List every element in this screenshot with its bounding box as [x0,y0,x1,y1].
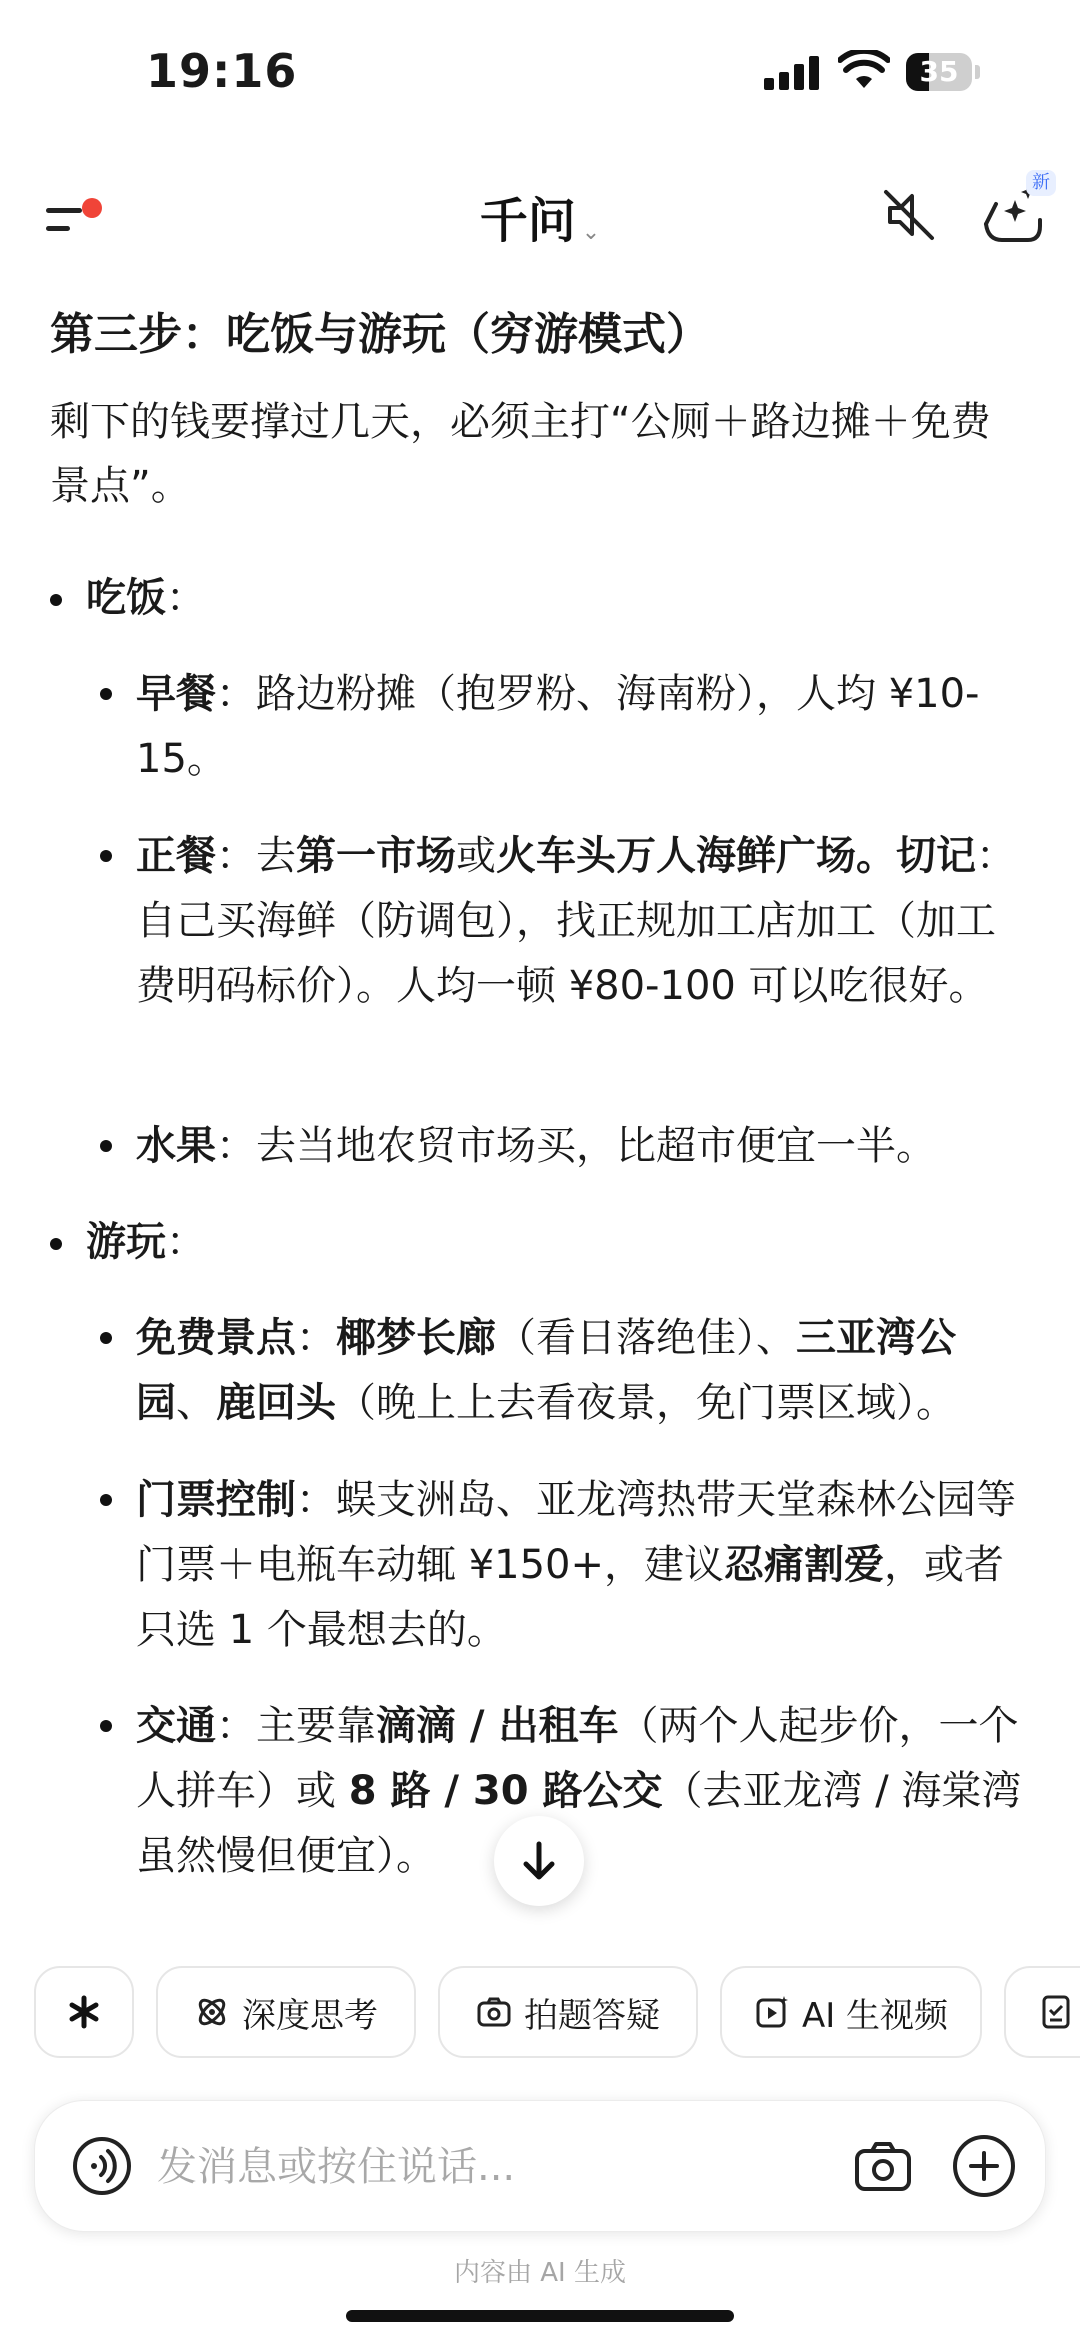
list-item-meal [100,824,1030,1019]
chip-deep-think[interactable] [156,1966,416,2058]
quick-actions-bar [0,1966,1080,2062]
meal-text: 或 [456,833,496,879]
atom-icon [194,1994,230,2030]
camera-icon [476,1994,512,2030]
chip-assistant[interactable] [34,1966,134,2058]
list-item-tickets [100,1468,1030,1663]
camera-icon[interactable] [851,2135,915,2199]
asterisk-icon [64,1992,104,2032]
bullet [100,1332,112,1344]
food-label: 吃饭 [86,575,166,621]
list-item-fruit [100,1114,1030,1179]
meal-text: ：去 [216,833,296,879]
ai-disclaimer: 内容由 AI 生成 [454,2258,626,2288]
bullet [100,1720,112,1732]
battery-percent: 35 [919,55,959,88]
home-indicator[interactable] [346,2310,734,2322]
chip-photo-answer[interactable] [438,1966,698,2058]
transport-text: （去亚龙湾 / 海棠湾虽然慢但便宜）。 [136,1768,1022,1879]
meal-text: ：自己买海鲜（防调包），找正规加工店加工（加工费明码标价）。人均一顿 ¥80-100 可以吃很好。 [136,833,1016,1009]
chip-label: AI 生视频 [801,1995,949,2036]
transport-text: （两个人起步价，一个人拼车）或 [136,1703,1019,1814]
colon: ： [166,575,206,621]
free-bold: 三亚湾公园 [136,1315,956,1426]
status-time: 19:16 [146,44,298,98]
message-composer [34,2100,1046,2232]
bullet [50,1238,62,1250]
free-bold: 鹿回头 [216,1380,336,1426]
play-label: 游玩 [86,1219,166,1265]
bullet [50,594,62,606]
meal-bold: 。切记 [856,833,976,879]
step-heading: 第三步：吃饭与游玩（穷游模式） [50,309,710,360]
bullet [100,1494,112,1506]
wifi-icon [838,50,890,90]
scroll-down-button[interactable] [494,1816,584,1906]
free-text: （晚上上去看夜景，免门票区域）。 [336,1380,956,1426]
bullet [100,1140,112,1152]
mute-icon[interactable] [876,182,942,248]
meal-bold: 火车头万人海鲜广场 [496,833,856,879]
battery-icon [906,53,982,91]
document-icon [1040,1994,1074,2030]
chip-label: 拍题答疑 [524,1995,660,2036]
colon: ： [166,1219,206,1265]
transport-bold: 8 路 / 30 路公交 [348,1768,663,1814]
ticket-bold: 忍痛割爱 [724,1542,885,1588]
list-item-breakfast [100,662,1030,792]
list-item-play [50,1210,206,1274]
bullet [100,688,112,700]
chip-more[interactable] [1004,1966,1080,2058]
message-input[interactable] [155,2131,849,2203]
list-item-free-spots [100,1306,1030,1436]
voice-input-icon[interactable] [71,2135,133,2197]
chip-ai-video[interactable] [720,1966,982,2058]
arrow-down-icon [494,1816,584,1906]
free-bold: 椰梦长廊 [336,1315,496,1361]
meal-label: 正餐 [136,833,216,879]
breakfast-text: ：路边粉摊（抱罗粉、海南粉），人均 ¥10-15。 [136,671,980,782]
ticket-label: 门票控制 [136,1477,296,1523]
fruit-text: ：去当地农贸市场买，比超市便宜一半。 [216,1123,936,1169]
transport-label: 交通 [136,1703,216,1749]
bullet [100,850,112,862]
free-text: ： [296,1315,336,1361]
app-title: 千问 [479,193,576,249]
breakfast-label: 早餐 [136,671,216,717]
app-header [0,160,1080,270]
video-icon [754,1994,790,2030]
transport-bold: 滴滴 / 出租车 [376,1703,619,1749]
intro-paragraph: 剩下的钱要撑过几天，必须主打“公厕＋路边摊＋免费景点”。 [50,399,991,509]
free-text: （看日落绝佳）、 [496,1315,796,1361]
transport-text: ：主要靠 [216,1703,376,1749]
fruit-label: 水果 [136,1123,216,1169]
ticket-text: ，或者只选 1 个最想去的。 [136,1542,1005,1653]
new-badge: 新 [1026,170,1056,196]
free-text: 、 [176,1380,216,1426]
chip-label: 深度思考 [242,1995,378,2036]
plus-icon[interactable] [951,2133,1017,2199]
ticket-text: ：蜈支洲岛、亚龙湾热带天堂森林公园等门票＋电瓶车动辄 ¥150+，建议 [136,1477,1016,1588]
meal-bold: 第一市场 [296,833,456,879]
status-bar [0,0,1080,140]
cellular-signal-icon [764,56,824,90]
free-label: 免费景点 [136,1315,296,1361]
chevron-down-icon: ⌄ [581,220,601,245]
list-item-food [50,566,206,630]
